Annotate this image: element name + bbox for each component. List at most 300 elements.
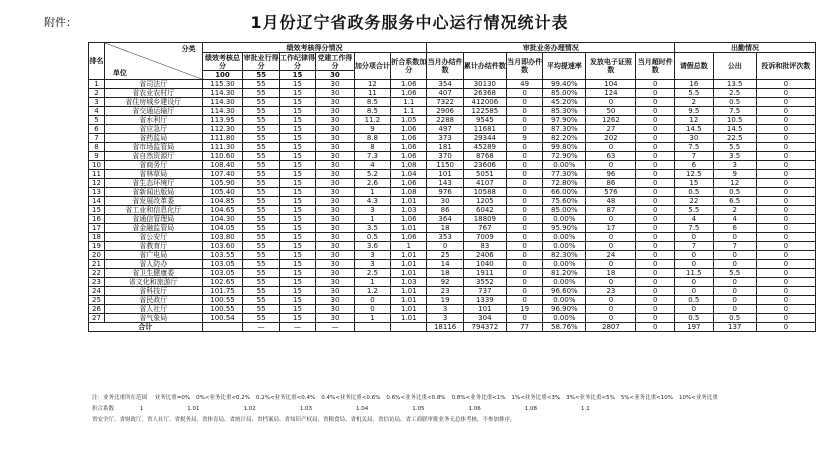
month-instant-cell: 0 — [506, 251, 542, 260]
unit-cell: 省金融监管局 — [104, 224, 202, 233]
table-row — [89, 134, 816, 143]
total-overtime-cell: 0 — [636, 323, 675, 332]
coef-cell: 1.05 — [391, 116, 427, 125]
perf-total-cell: 103.60 — [202, 242, 243, 251]
statistics-table — [88, 42, 816, 332]
party-score-cell: 30 — [316, 224, 355, 233]
totals-label: 合计 — [89, 323, 203, 332]
perf-total-cell: 112.30 — [202, 125, 243, 134]
party-score-cell: 30 — [316, 269, 355, 278]
rank-header: 排名 — [89, 43, 105, 80]
approval-score-cell: 55 — [243, 296, 279, 305]
coef-item: 1.05 — [412, 406, 425, 412]
bonus-cell: 1 — [354, 188, 390, 197]
attendance-group-header: 出勤情况 — [675, 43, 816, 53]
official-cell: 2.5 — [713, 89, 756, 98]
overtime-cell: 0 — [636, 287, 675, 296]
unit-cell: 省应急厅 — [104, 125, 202, 134]
coef-item: 1.08 — [524, 406, 538, 412]
unit-cell: 省广电局 — [104, 251, 202, 260]
cum-done-cell: 8768 — [463, 152, 506, 161]
overtime-cell: 0 — [636, 251, 675, 260]
avg-speed-cell: 85.00% — [543, 89, 586, 98]
coef-cell: 1.01 — [391, 269, 427, 278]
perf-total-cell: 107.40 — [202, 170, 243, 179]
perf-total-cell: 115.30 — [202, 80, 243, 89]
bonus-cell: 3 — [354, 251, 390, 260]
party-score-cell: 30 — [316, 233, 355, 242]
unit-cell: 省公安厅 — [104, 233, 202, 242]
official-header: 公出 — [713, 53, 756, 80]
bonus-cell: 2.5 — [354, 269, 390, 278]
party-score-max: 30 — [316, 71, 355, 80]
table-row — [89, 269, 816, 278]
approval-score-header: 审批业行得分 — [243, 53, 279, 70]
month-instant-cell: 0 — [506, 215, 542, 224]
coef-cell: 1.04 — [391, 170, 427, 179]
party-score-cell: 30 — [316, 161, 355, 170]
month-done-cell: 86 — [427, 206, 463, 215]
leave-cell: 0.5 — [675, 314, 714, 323]
month-instant-cell: 0 — [506, 206, 542, 215]
notes-exclusion-line: 省安全厅、省财政厅、省人社厅、省税务局、省体育局、省统计局、省档案局、省知识产权局、省粮食局、省机关局、省信访局、省工商联审批业务无总体考核，不参加排序。 — [92, 417, 516, 423]
e-cert-cell: 124 — [586, 89, 636, 98]
cum-done-cell: 9545 — [463, 116, 506, 125]
coef-item: 1.02 — [243, 406, 256, 412]
month-instant-cell: 0 — [506, 179, 542, 188]
unit-cell: 省住房城乡建设厅 — [104, 98, 202, 107]
bonus-cell: 7.3 — [354, 152, 390, 161]
approval-group-header: 审批业务办理情况 — [427, 43, 675, 53]
bonus-cell: 0 — [354, 305, 390, 314]
official-cell: 9 — [713, 170, 756, 179]
approval-score-cell: 55 — [243, 233, 279, 242]
official-cell: 3.5 — [713, 152, 756, 161]
overtime-cell: 0 — [636, 116, 675, 125]
complaint-cell: 0 — [756, 170, 815, 179]
bonus-cell: 4 — [354, 161, 390, 170]
leave-cell: 30 — [675, 134, 714, 143]
notes-ranges — [149, 393, 718, 404]
total-perf-total-cell — [202, 323, 243, 332]
cum-done-cell: 3552 — [463, 278, 506, 287]
e-cert-cell: 1262 — [586, 116, 636, 125]
work-score-cell: 15 — [279, 89, 315, 98]
coef-cell: 1.1 — [391, 107, 427, 116]
cum-done-cell: 1040 — [463, 260, 506, 269]
work-score-cell: 15 — [279, 206, 315, 215]
work-score-cell: 15 — [279, 287, 315, 296]
complaint-cell: 0 — [756, 278, 815, 287]
avg-speed-cell: 0.00% — [543, 260, 586, 269]
unit-cell: 省新闻出版局 — [104, 188, 202, 197]
perf-total-cell: 114.30 — [202, 89, 243, 98]
work-score-cell: 15 — [279, 134, 315, 143]
unit-cell: 省通信管理局 — [104, 215, 202, 224]
avg-speed-cell: 97.90% — [543, 116, 586, 125]
party-score-cell: 30 — [316, 179, 355, 188]
e-cert-cell: 202 — [586, 134, 636, 143]
unit-cell: 省水利厅 — [104, 116, 202, 125]
perf-group-header: 绩效考核得分情况 — [202, 43, 427, 53]
work-score-cell: 15 — [279, 233, 315, 242]
leave-header: 请假总数 — [675, 53, 714, 80]
table-row — [89, 116, 816, 125]
notes-ranges-prefix: 注：业务比重所在范围 — [92, 395, 148, 401]
party-score-cell: 30 — [316, 242, 355, 251]
work-score-cell: 15 — [279, 143, 315, 152]
complaint-cell: 0 — [756, 98, 815, 107]
month-done-cell: 354 — [427, 80, 463, 89]
month-instant-cell: 0 — [506, 89, 542, 98]
official-cell: 0 — [713, 305, 756, 314]
e-cert-cell: 87 — [586, 206, 636, 215]
unit-cell: 省科技厅 — [104, 287, 202, 296]
month-done-cell: 18 — [427, 224, 463, 233]
cum-done-cell: 304 — [463, 314, 506, 323]
rank-cell: 8 — [89, 143, 105, 152]
coef-item: 1.06 — [468, 406, 481, 412]
table-row — [89, 152, 816, 161]
month-done-cell: 373 — [427, 134, 463, 143]
table-row — [89, 107, 816, 116]
party-score-cell: 30 — [316, 170, 355, 179]
table-row — [89, 143, 816, 152]
work-score-cell: 15 — [279, 188, 315, 197]
range-item: 3%<业务比重<5% — [566, 395, 615, 401]
work-score-cell: 15 — [279, 260, 315, 269]
coef-cell: 1.06 — [391, 152, 427, 161]
coef-cell: 1.06 — [391, 125, 427, 134]
rank-cell: 18 — [89, 233, 105, 242]
rank-cell: 9 — [89, 152, 105, 161]
party-score-cell: 30 — [316, 152, 355, 161]
rank-cell: 21 — [89, 260, 105, 269]
rank-cell: 25 — [89, 296, 105, 305]
rank-cell: 13 — [89, 188, 105, 197]
bonus-cell: 1 — [354, 314, 390, 323]
perf-total-max: 100 — [202, 71, 243, 80]
total-approval-score-cell: — — [243, 323, 279, 332]
complaint-cell: 0 — [756, 80, 815, 89]
month-done-cell: 101 — [427, 170, 463, 179]
month-instant-cell: 0 — [506, 170, 542, 179]
e-cert-cell: 0 — [586, 278, 636, 287]
party-score-cell: 30 — [316, 125, 355, 134]
table-row — [89, 98, 816, 107]
leave-cell: 0 — [675, 260, 714, 269]
overtime-cell: 0 — [636, 278, 675, 287]
overtime-cell: 0 — [636, 305, 675, 314]
coef-item: 1.01 — [187, 406, 200, 412]
official-cell: 4 — [713, 215, 756, 224]
avg-speed-cell: 0.00% — [543, 242, 586, 251]
perf-total-cell: 100.55 — [202, 305, 243, 314]
e-cert-cell: 48 — [586, 197, 636, 206]
avg-speed-cell: 82.30% — [543, 251, 586, 260]
month-done-cell: 370 — [427, 152, 463, 161]
work-score-cell: 15 — [279, 215, 315, 224]
table-row — [89, 170, 816, 179]
official-cell: 13.5 — [713, 80, 756, 89]
cum-done-cell: 1339 — [463, 296, 506, 305]
rank-cell: 11 — [89, 170, 105, 179]
avg-speed-cell: 96.90% — [543, 305, 586, 314]
notes-section — [92, 393, 718, 426]
range-item: 0%<业务比重<0.2% — [196, 395, 251, 401]
bonus-cell: 3 — [354, 206, 390, 215]
rank-cell: 15 — [89, 206, 105, 215]
leave-cell: 22 — [675, 197, 714, 206]
unit-cell: 省文化和旅游厅 — [104, 278, 202, 287]
approval-score-cell: 55 — [243, 242, 279, 251]
avg-speed-cell: 0.00% — [543, 296, 586, 305]
e-cert-cell: 576 — [586, 188, 636, 197]
overtime-cell: 0 — [636, 242, 675, 251]
official-cell: 0.5 — [713, 314, 756, 323]
perf-total-cell: 105.40 — [202, 188, 243, 197]
party-score-cell: 30 — [316, 197, 355, 206]
rank-cell: 23 — [89, 278, 105, 287]
official-cell: 22.5 — [713, 134, 756, 143]
e-cert-header: 发放电子证照数 — [586, 53, 636, 80]
avg-speed-cell: 72.90% — [543, 152, 586, 161]
overtime-cell: 0 — [636, 215, 675, 224]
cum-done-header: 累计办结件数 — [463, 53, 506, 80]
bonus-cell: 11 — [354, 89, 390, 98]
coef-cell: 1.03 — [391, 206, 427, 215]
perf-total-cell: 114.30 — [202, 107, 243, 116]
overtime-cell: 0 — [636, 125, 675, 134]
total-work-score-cell: — — [279, 323, 315, 332]
rank-cell: 26 — [89, 305, 105, 314]
work-score-header: 工作纪律得分 — [279, 53, 315, 70]
category-label: 分类 — [181, 45, 196, 53]
coef-cell: 1.01 — [391, 287, 427, 296]
leave-cell: 5.5 — [675, 89, 714, 98]
approval-score-cell: 55 — [243, 305, 279, 314]
complaint-cell: 0 — [756, 107, 815, 116]
cum-done-cell: 30130 — [463, 80, 506, 89]
leave-cell: 0 — [675, 233, 714, 242]
party-score-cell: 30 — [316, 278, 355, 287]
coef-cell: 1.03 — [391, 278, 427, 287]
party-score-cell: 30 — [316, 260, 355, 269]
e-cert-cell: 23 — [586, 287, 636, 296]
coef-item: 1.03 — [299, 406, 313, 412]
month-done-cell: 18 — [427, 269, 463, 278]
bonus-cell: 1.2 — [354, 287, 390, 296]
rank-cell: 6 — [89, 125, 105, 134]
leave-cell: 16 — [675, 80, 714, 89]
approval-score-cell: 55 — [243, 287, 279, 296]
complaint-cell: 0 — [756, 269, 815, 278]
bonus-cell: 3.6 — [354, 242, 390, 251]
approval-score-cell: 55 — [243, 197, 279, 206]
cum-done-cell: 2406 — [463, 251, 506, 260]
avg-speed-cell: 99.80% — [543, 143, 586, 152]
month-instant-cell: 0 — [506, 269, 542, 278]
complaint-cell: 0 — [756, 116, 815, 125]
month-done-cell: 0 — [427, 242, 463, 251]
coef-item: 1.04 — [356, 406, 369, 412]
overtime-cell: 0 — [636, 107, 675, 116]
e-cert-cell: 0 — [586, 98, 636, 107]
complaint-cell: 0 — [756, 233, 815, 242]
bonus-cell: 8 — [354, 143, 390, 152]
party-score-cell: 30 — [316, 296, 355, 305]
work-score-cell: 15 — [279, 161, 315, 170]
coef-cell: 1.01 — [391, 305, 427, 314]
unit-cell: 省药监局 — [104, 134, 202, 143]
overtime-cell: 0 — [636, 188, 675, 197]
work-score-cell: 15 — [279, 170, 315, 179]
perf-total-cell: 104.65 — [202, 206, 243, 215]
cum-done-cell: 5051 — [463, 170, 506, 179]
perf-total-cell: 110.60 — [202, 152, 243, 161]
leave-cell: 5.5 — [675, 206, 714, 215]
coef-item: 1.1 — [581, 406, 590, 412]
leave-cell: 0 — [675, 305, 714, 314]
complaint-cell: 0 — [756, 152, 815, 161]
work-score-cell: 15 — [279, 278, 315, 287]
table-row — [89, 125, 816, 134]
notes-coefs — [116, 404, 590, 415]
leave-cell: 0.5 — [675, 188, 714, 197]
rank-cell: 22 — [89, 269, 105, 278]
e-cert-cell: 50 — [586, 107, 636, 116]
coef-cell: 1.06 — [391, 233, 427, 242]
e-cert-cell: 17 — [586, 224, 636, 233]
official-cell: 7 — [713, 242, 756, 251]
perf-total-cell: 104.30 — [202, 215, 243, 224]
month-done-cell: 181 — [427, 143, 463, 152]
official-cell: 5.5 — [713, 143, 756, 152]
month-instant-cell: 49 — [506, 80, 542, 89]
party-score-cell: 30 — [316, 215, 355, 224]
coef-cell: 1.06 — [391, 143, 427, 152]
coef-cell: 1.08 — [391, 188, 427, 197]
totals-row — [89, 323, 816, 332]
avg-speed-cell: 85.00% — [543, 206, 586, 215]
table-row — [89, 251, 816, 260]
cum-done-cell: 412006 — [463, 98, 506, 107]
month-instant-cell: 0 — [506, 260, 542, 269]
avg-speed-cell: 99.40% — [543, 80, 586, 89]
overtime-cell: 0 — [636, 206, 675, 215]
official-cell: 0.5 — [713, 98, 756, 107]
approval-score-cell: 55 — [243, 80, 279, 89]
unit-cell: 省气象局 — [104, 314, 202, 323]
coef-cell: 1.01 — [391, 314, 427, 323]
unit-cell: 省自然资源厅 — [104, 152, 202, 161]
coef-cell: 1 — [391, 242, 427, 251]
rank-cell: 2 — [89, 89, 105, 98]
work-score-cell: 15 — [279, 152, 315, 161]
avg-speed-cell: 82.20% — [543, 134, 586, 143]
avg-speed-cell: 75.60% — [543, 197, 586, 206]
notes-ranges-line — [92, 393, 718, 404]
month-instant-cell: 9 — [506, 134, 542, 143]
cum-done-cell: 18809 — [463, 215, 506, 224]
cum-done-cell: 767 — [463, 224, 506, 233]
rank-cell: 19 — [89, 242, 105, 251]
range-item: 1%<业务比重<3% — [511, 395, 561, 401]
complaint-cell: 0 — [756, 305, 815, 314]
month-instant-cell: 0 — [506, 98, 542, 107]
unit-cell: 省人防办 — [104, 260, 202, 269]
table-row — [89, 215, 816, 224]
rank-cell: 4 — [89, 107, 105, 116]
coef-cell: 1.06 — [391, 89, 427, 98]
rank-cell: 27 — [89, 314, 105, 323]
overtime-cell: 0 — [636, 161, 675, 170]
avg-speed-cell: 0.00% — [543, 278, 586, 287]
bonus-cell: 1 — [354, 215, 390, 224]
total-cum-done-cell: 794372 — [463, 323, 506, 332]
month-done-cell: 25 — [427, 251, 463, 260]
bonus-header: 加分项合计 — [354, 53, 390, 80]
unit-cell: 省林草局 — [104, 170, 202, 179]
perf-total-cell: 105.90 — [202, 179, 243, 188]
e-cert-cell: 96 — [586, 170, 636, 179]
cum-done-cell: 23606 — [463, 161, 506, 170]
approval-score-cell: 55 — [243, 179, 279, 188]
month-done-cell: 976 — [427, 188, 463, 197]
category-unit-header — [104, 43, 202, 80]
table-row — [89, 80, 816, 89]
overtime-cell: 0 — [636, 170, 675, 179]
month-instant-cell: 0 — [506, 287, 542, 296]
bonus-cell: 2.6 — [354, 179, 390, 188]
unit-cell: 省教育厅 — [104, 242, 202, 251]
party-score-cell: 30 — [316, 80, 355, 89]
range-item: 0.4%<业务比重<0.6% — [321, 395, 381, 401]
leave-cell: 11.5 — [675, 269, 714, 278]
avg-speed-cell: 87.30% — [543, 125, 586, 134]
official-cell: 6.5 — [713, 197, 756, 206]
cum-done-cell: 11681 — [463, 125, 506, 134]
perf-total-cell: 113.95 — [202, 116, 243, 125]
month-instant-cell: 0 — [506, 152, 542, 161]
approval-score-cell: 55 — [243, 278, 279, 287]
month-done-cell: 3 — [427, 314, 463, 323]
unit-cell: 省发展改革委 — [104, 197, 202, 206]
total-complaint-cell: 0 — [756, 323, 815, 332]
leave-cell: 7.5 — [675, 143, 714, 152]
total-month-done-cell: 18116 — [427, 323, 463, 332]
work-score-cell: 15 — [279, 80, 315, 89]
party-score-cell: 30 — [316, 98, 355, 107]
perf-total-cell: 104.05 — [202, 224, 243, 233]
complaint-header: 投诉和批评次数 — [756, 53, 815, 80]
coef-cell: 1.01 — [391, 260, 427, 269]
bonus-cell: 0 — [354, 296, 390, 305]
approval-score-cell: 55 — [243, 143, 279, 152]
coef-item: 1 — [139, 406, 144, 412]
month-done-cell: 2906 — [427, 107, 463, 116]
overtime-cell: 0 — [636, 260, 675, 269]
leave-cell: 4 — [675, 215, 714, 224]
work-score-cell: 15 — [279, 251, 315, 260]
leave-cell: 15 — [675, 179, 714, 188]
party-score-cell: 30 — [316, 116, 355, 125]
approval-score-max: 55 — [243, 71, 279, 80]
table-row — [89, 179, 816, 188]
coef-cell: 1.06 — [391, 215, 427, 224]
notes-coef-line — [92, 404, 718, 415]
month-done-cell: 14 — [427, 260, 463, 269]
